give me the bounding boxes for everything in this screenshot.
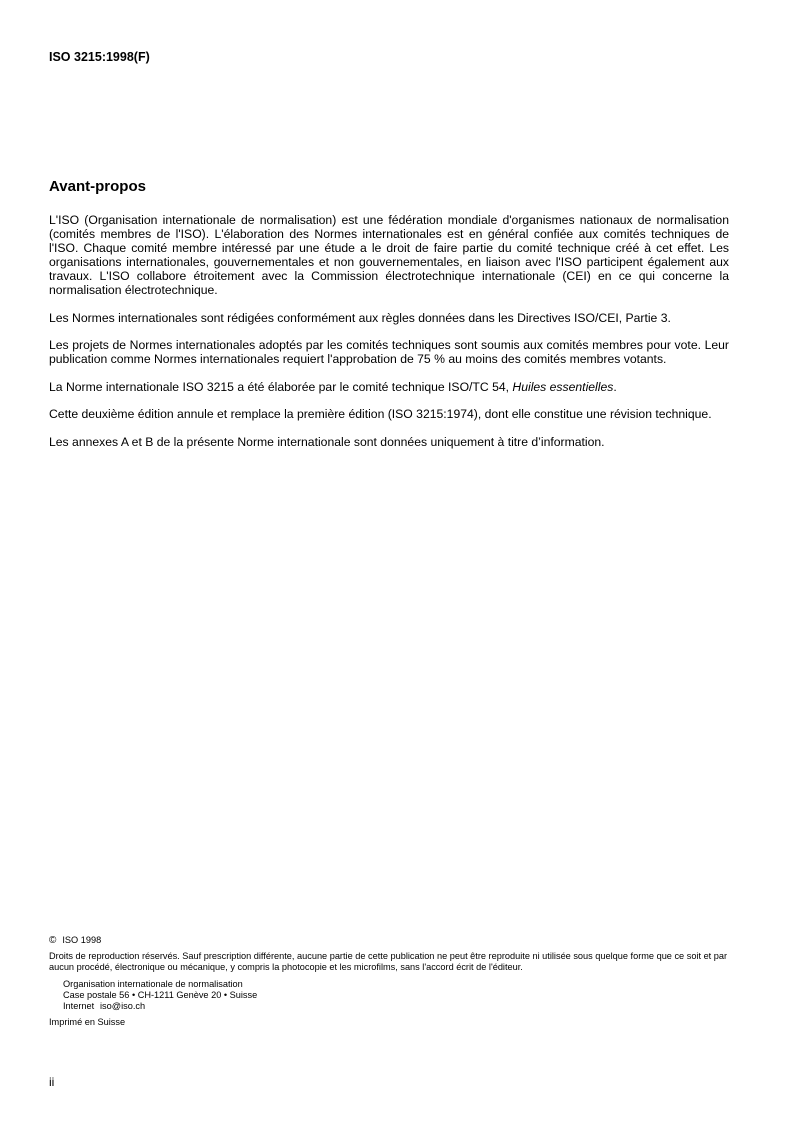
paragraph-edition: Cette deuxième édition annule et remplace la première édition (ISO 3215:1974), dont elle constitue une révision technique.: [49, 407, 712, 421]
page-number: ii: [49, 1075, 55, 1089]
foreword-body: [49, 213, 729, 462]
rights-notice: Droits de reproduction réservés. Sauf prescription différente, aucune partie de cette publication ne peut être reproduite ni utilisée sous quelque forme que ce soit et par aucun procédé, électronique ou mécanique, y compris la photocopie et les microfilms, sans l'accord écrit de l'éditeur.: [49, 951, 728, 972]
paragraph-committee: [49, 380, 729, 394]
document-id: ISO 3215:1998(F): [49, 50, 150, 64]
organisation-name: Organisation internationale de normalisation: [63, 979, 243, 989]
section-title: Avant-propos: [49, 178, 146, 195]
postal-address: Case postale 56 • CH-1211 Genève 20 • Suisse: [63, 990, 258, 1000]
copyright-footer: [49, 935, 739, 1028]
copyright-text: ISO 1998: [62, 935, 102, 945]
paragraph-approval: Les projets de Normes internationales adoptés par les comités techniques sont soumis aux comités membres pour vote. Leur publication comme Normes internationales requiert l'approbation de 75 % au moins des comités membres votants.: [49, 338, 729, 366]
committee-text: La Norme internationale ISO 3215 a été élaborée par le comité technique ISO/TC 54,: [49, 379, 513, 394]
internet-email: iso@iso.ch: [100, 1001, 146, 1011]
internet-label: Internet: [63, 1001, 95, 1011]
copyright-line: [49, 935, 739, 946]
committee-name: Huiles essentielles: [512, 379, 614, 394]
copyright-symbol: ©: [49, 935, 57, 946]
internet-line: [63, 1001, 739, 1012]
paragraph-directives: Les Normes internationales sont rédigées conformément aux règles données dans les Directives ISO/CEI, Partie 3.: [49, 310, 671, 325]
committee-period: .: [613, 379, 617, 394]
paragraph-annexes: Les annexes A et B de la présente Norme internationale sont données uniquement à titre d’information.: [49, 434, 605, 449]
printed-in: Imprimé en Suisse: [49, 1017, 126, 1027]
paragraph-iso-intro: L'ISO (Organisation internationale de normalisation) est une fédération mondiale d'organismes nationaux de normalisation (comités membres de l'ISO). L'élaboration des Normes internationales est en général confiée aux comités techniques de l'ISO. Chaque comité membre intéressé par une étude a le droit de faire partie du comité technique créé à cet effet. Les organisations internationales, gouvernementales et non gouvernementales, en liaison avec l'ISO participent également aux travaux. L'ISO collabore étroitement avec la Commission électrotechnique internationale (CEI) en ce qui concerne la normalisation électrotechnique.: [49, 213, 729, 297]
publisher-address: [49, 979, 739, 1012]
